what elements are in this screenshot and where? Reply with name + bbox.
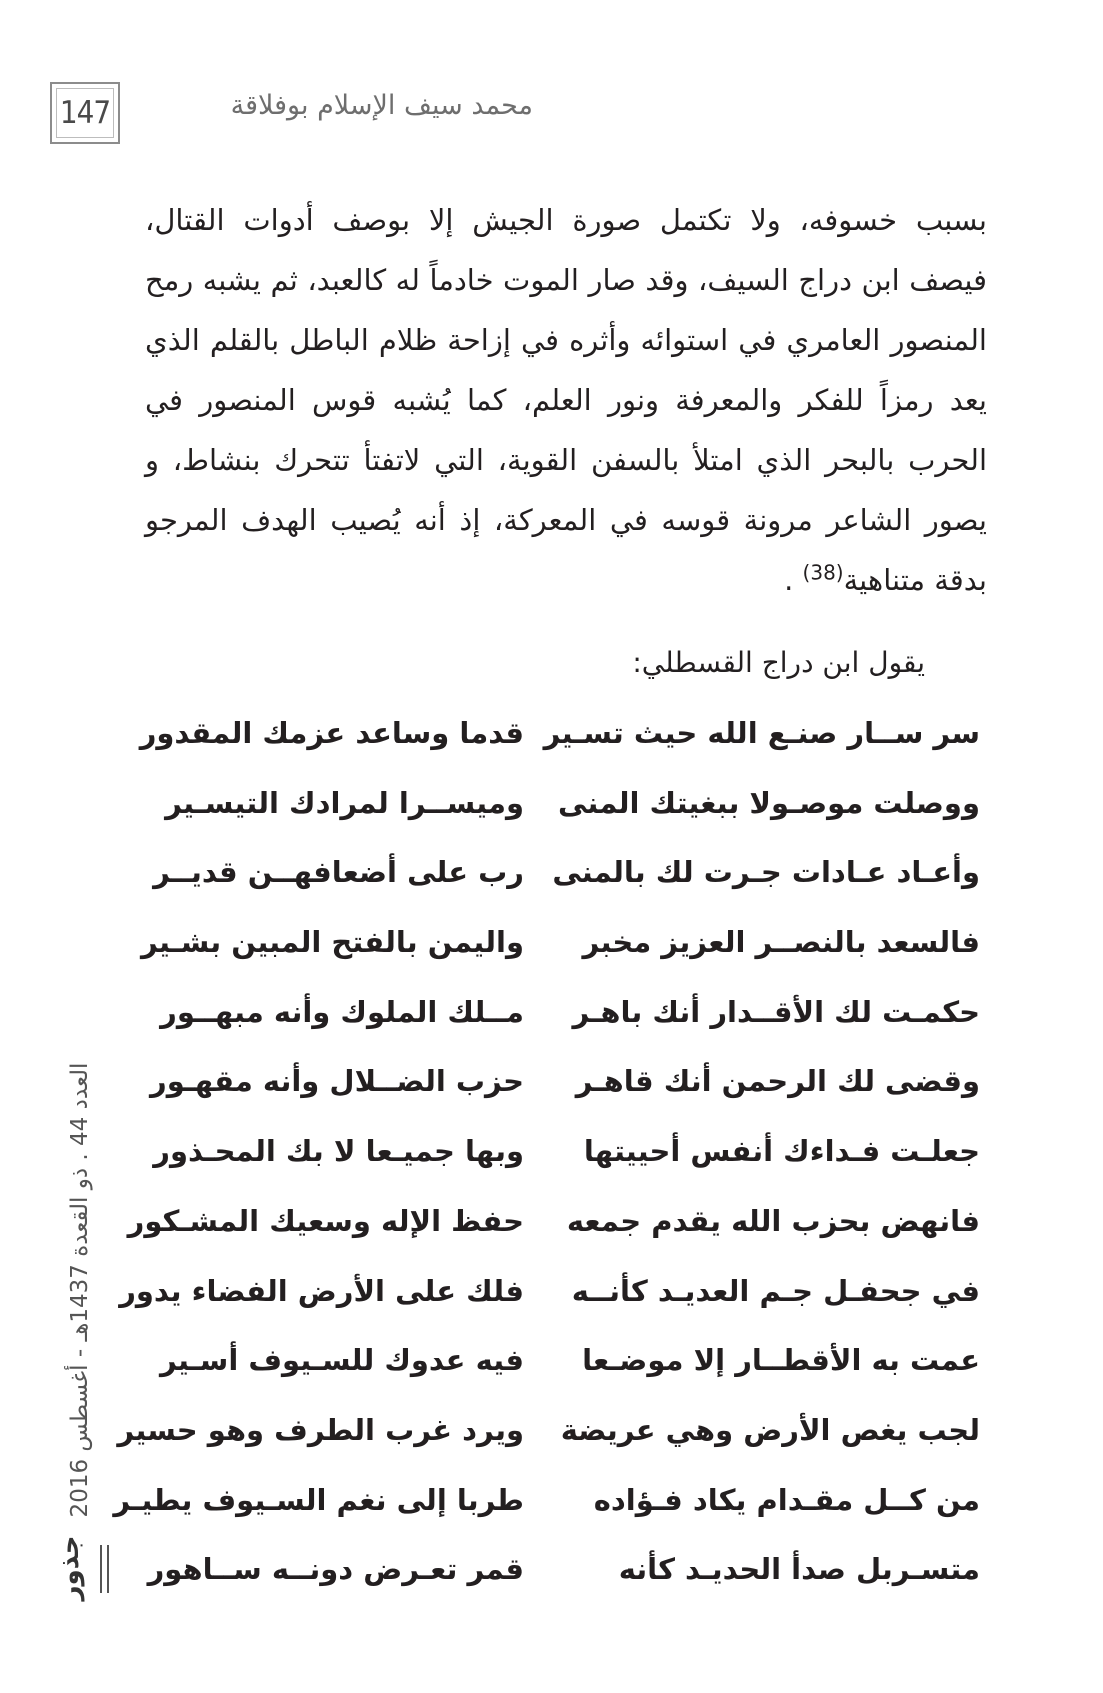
verse-second-hemistich: فلك على الأرض الفضاء يدور: [119, 1273, 524, 1308]
verse-second-hemistich: حزب الضــلال وأنه مقهـور: [150, 1064, 524, 1099]
issue-info: العدد 44 . ذو القعدة 1437هـ - أغسطس 2016: [67, 1062, 93, 1518]
footnote-reference[interactable]: (38): [802, 560, 844, 585]
verse-first-hemistich: من كــل مقـدام يكاد فـؤاده: [593, 1482, 980, 1517]
verse-first-hemistich: حكمـت لك الأقــدار أنك باهـر: [572, 994, 980, 1029]
verse-8: [127, 1200, 980, 1270]
verse-second-hemistich: قدما وساعد عزمك المقدور: [139, 716, 524, 750]
verse-3: [153, 851, 980, 921]
verse-11: [117, 1409, 980, 1479]
verse-first-hemistich: عمت به الأقطــار إلا موضـعا: [582, 1343, 980, 1378]
journal-logo-text: جذور: [55, 1535, 85, 1601]
verse-1: [139, 712, 980, 782]
verse-2: [165, 782, 980, 852]
verse-first-hemistich: وأعـاد عـادات جـرت لك بالمنى: [552, 855, 980, 890]
verse-first-hemistich: وقضى لك الرحمن أنك قاهـر: [575, 1064, 980, 1099]
verse-6: [150, 1060, 980, 1130]
verse-5: [160, 991, 980, 1061]
verse-second-hemistich: رب على أضعافهــن قديــر: [153, 855, 524, 890]
verse-second-hemistich: فيه عدوك للسـيوف أسـير: [160, 1343, 524, 1378]
verse-second-hemistich: واليمن بالفتح المبين بشـير: [140, 925, 524, 960]
verse-first-hemistich: فالسعد بالنصــر العزيز مخبر: [582, 925, 980, 960]
running-header-author: محمد سيف الإسلام بوفلاقة: [230, 90, 533, 121]
journal-logo: [44, 1535, 96, 1601]
verse-second-hemistich: قمر تعـرض دونــه ســاهور: [147, 1552, 524, 1587]
page-number: 147: [59, 95, 111, 131]
body-text: بسبب خسوفه، ولا تكتمل صورة الجيش إلا بوصف أدوات القتال، فيصف ابن دراج السيف، وقد صار الموت خادماً له كالعبد، ثم يشبه رمح المنصور العامري في استوائه وأثره في إزاحة ظلام الباطل بالقلم الذي يعد رمزاً للفكر والمعرفة ونور العلم، كما يُشبه قوس المنصور في الحرب بالبحر الذي امتلأ بالسفن القوية، التي لاتفتأ تتحرك بنشاط، و يصور الشاعر مرونة قوسه في المعركة، إذ أنه يُصيب الهدف المرجو بدقة متناهية: [145, 203, 987, 597]
page-number-box: [50, 82, 120, 144]
verse-second-hemistich: مــلك الملوك وأنه مبهــور: [160, 994, 524, 1029]
verse-12: [113, 1479, 980, 1549]
verse-4: [140, 921, 980, 991]
end-punctuation: .: [784, 563, 794, 597]
verse-7: [153, 1130, 980, 1200]
verse-10: [160, 1339, 980, 1409]
poem: [113, 712, 980, 1618]
verse-first-hemistich: جعلـت فـداءك أنفس أحييتها: [583, 1134, 980, 1169]
verse-second-hemistich: وبها جميـعا لا بك المحـذور: [153, 1134, 524, 1169]
poem-intro: يقول ابن دراج القسطلي:: [632, 646, 925, 679]
verse-second-hemistich: وميســرا لمرادك التيسـير: [165, 785, 524, 820]
verse-first-hemistich: في جحفـل جـم العديـد كأنــه: [571, 1273, 980, 1308]
body-paragraph: [145, 190, 987, 610]
verse-second-hemistich: ويرد غرب الطرف وهو حسير: [117, 1412, 524, 1447]
verse-second-hemistich: طربا إلى نغم السـيوف يطيـر: [113, 1482, 524, 1517]
verse-13: [147, 1548, 980, 1618]
verse-first-hemistich: فانهض بحزب الله يقدم جمعه: [566, 1203, 980, 1238]
verse-first-hemistich: سر ســار صنـع الله حيث تسـير: [543, 716, 980, 750]
verse-9: [119, 1270, 980, 1340]
verse-first-hemistich: ووصلت موصـولا ببغيتك المنى: [558, 785, 980, 820]
sidebar-divider: [100, 1545, 109, 1593]
issue-info-sidebar: [60, 1020, 100, 1560]
verse-first-hemistich: لجب يغص الأرض وهي عريضة: [560, 1412, 980, 1447]
verse-first-hemistich: متسـربل صدأ الحديـد كأنه: [618, 1552, 980, 1587]
verse-second-hemistich: حفظ الإله وسعيك المشـكور: [127, 1203, 524, 1238]
